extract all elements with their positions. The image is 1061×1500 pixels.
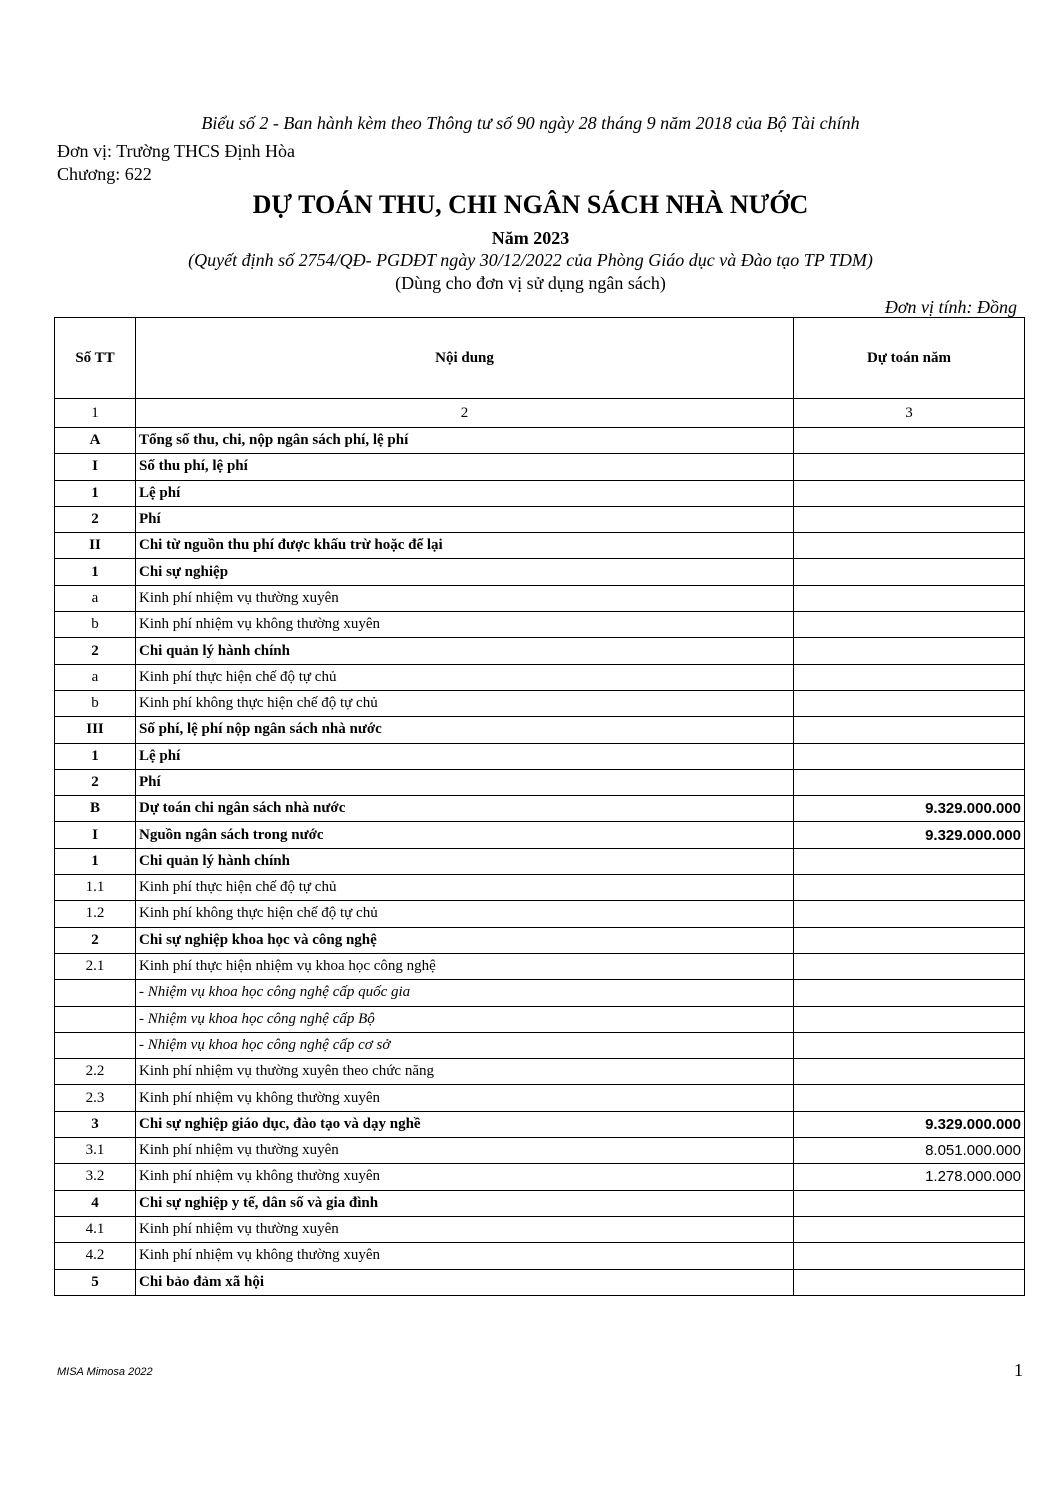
row-content: Kinh phí nhiệm vụ thường xuyên	[136, 1138, 794, 1164]
row-number: 2	[55, 927, 136, 953]
row-amount	[794, 927, 1025, 953]
table-row	[55, 1059, 1025, 1085]
column-header-content: Nội dung	[136, 318, 794, 399]
row-content: Số thu phí, lệ phí	[136, 454, 794, 480]
row-amount	[794, 454, 1025, 480]
column-index: 1	[55, 399, 136, 428]
table-row	[55, 1269, 1025, 1295]
software-footer: MISA Mimosa 2022	[57, 1366, 153, 1378]
row-number: 3	[55, 1111, 136, 1137]
row-amount: 9.329.000.000	[794, 1111, 1025, 1137]
row-number: II	[55, 533, 136, 559]
row-amount: 8.051.000.000	[794, 1138, 1025, 1164]
row-number: 1	[55, 848, 136, 874]
row-content: Kinh phí nhiệm vụ không thường xuyên	[136, 612, 794, 638]
table-row	[55, 980, 1025, 1006]
table-row	[55, 506, 1025, 532]
row-content: Chi sự nghiệp	[136, 559, 794, 585]
row-amount	[794, 901, 1025, 927]
table-row	[55, 1085, 1025, 1111]
row-amount	[794, 769, 1025, 795]
row-content: Kinh phí không thực hiện chế độ tự chủ	[136, 901, 794, 927]
row-amount	[794, 1032, 1025, 1058]
row-amount	[794, 980, 1025, 1006]
row-amount	[794, 480, 1025, 506]
table-row	[55, 428, 1025, 454]
row-number: 4.1	[55, 1216, 136, 1242]
row-number: B	[55, 796, 136, 822]
row-amount	[794, 664, 1025, 690]
row-amount	[794, 1216, 1025, 1242]
form-note: Biểu số 2 - Ban hành kèm theo Thông tư số 90 ngày 28 tháng 9 năm 2018 của Bộ Tài chính	[201, 113, 860, 133]
table-row	[55, 875, 1025, 901]
table-row	[55, 769, 1025, 795]
row-number: 1.2	[55, 901, 136, 927]
page-title: DỰ TOÁN THU, CHI NGÂN SÁCH NHÀ NƯỚC	[252, 190, 809, 219]
row-content: Kinh phí thực hiện chế độ tự chủ	[136, 664, 794, 690]
row-number: 2	[55, 506, 136, 532]
budget-year: Năm 2023	[491, 228, 570, 248]
table-row	[55, 480, 1025, 506]
table-row	[55, 1006, 1025, 1032]
table-row	[55, 848, 1025, 874]
column-index: 3	[794, 399, 1025, 428]
row-content: Kinh phí không thực hiện chế độ tự chủ	[136, 690, 794, 716]
row-number: III	[55, 717, 136, 743]
row-content: Kinh phí thực hiện chế độ tự chủ	[136, 875, 794, 901]
row-amount	[794, 428, 1025, 454]
table-row	[55, 1243, 1025, 1269]
row-amount	[794, 690, 1025, 716]
table-row	[55, 901, 1025, 927]
row-content: Chi quản lý hành chính	[136, 638, 794, 664]
row-amount	[794, 875, 1025, 901]
row-number: 1	[55, 559, 136, 585]
row-content: Kinh phí nhiệm vụ thường xuyên	[136, 585, 794, 611]
row-amount	[794, 1190, 1025, 1216]
row-content: Chi sự nghiệp giáo dục, đào tạo và dạy nghề	[136, 1111, 794, 1137]
table-row	[55, 1190, 1025, 1216]
row-amount: 9.329.000.000	[794, 822, 1025, 848]
usage-note: (Dùng cho đơn vị sử dụng ngân sách)	[395, 273, 666, 293]
row-amount	[794, 506, 1025, 532]
row-number: 1	[55, 743, 136, 769]
row-amount: 1.278.000.000	[794, 1164, 1025, 1190]
table-row	[55, 638, 1025, 664]
row-number	[55, 1006, 136, 1032]
column-index: 2	[136, 399, 794, 428]
table-row	[55, 612, 1025, 638]
table-row	[55, 454, 1025, 480]
row-number: 1	[55, 480, 136, 506]
currency-unit: Đơn vị tính: Đồng	[884, 297, 1017, 317]
table-row	[55, 953, 1025, 979]
row-content: Số phí, lệ phí nộp ngân sách nhà nước	[136, 717, 794, 743]
row-content: Chi từ nguồn thu phí được khấu trừ hoặc để lại	[136, 533, 794, 559]
row-content: Phí	[136, 769, 794, 795]
row-content: Kinh phí nhiệm vụ không thường xuyên	[136, 1243, 794, 1269]
row-number: 4.2	[55, 1243, 136, 1269]
row-number: a	[55, 585, 136, 611]
row-content: - Nhiệm vụ khoa học công nghệ cấp quốc gia	[136, 980, 794, 1006]
column-header-stt: Số TT	[55, 318, 136, 399]
table-row	[55, 664, 1025, 690]
table-row	[55, 690, 1025, 716]
row-number: 4	[55, 1190, 136, 1216]
row-number: 5	[55, 1269, 136, 1295]
row-number	[55, 1032, 136, 1058]
row-content: Kinh phí nhiệm vụ thường xuyên theo chức năng	[136, 1059, 794, 1085]
row-number: b	[55, 612, 136, 638]
row-content: Chi bảo đảm xã hội	[136, 1269, 794, 1295]
table-row	[55, 1032, 1025, 1058]
row-content: - Nhiệm vụ khoa học công nghệ cấp cơ sở	[136, 1032, 794, 1058]
row-number: b	[55, 690, 136, 716]
row-number: 3.2	[55, 1164, 136, 1190]
row-number: a	[55, 664, 136, 690]
row-number: 1.1	[55, 875, 136, 901]
row-amount	[794, 612, 1025, 638]
row-amount	[794, 1243, 1025, 1269]
row-content: - Nhiệm vụ khoa học công nghệ cấp Bộ	[136, 1006, 794, 1032]
row-amount	[794, 1059, 1025, 1085]
row-amount	[794, 717, 1025, 743]
row-amount	[794, 848, 1025, 874]
row-content: Kinh phí nhiệm vụ thường xuyên	[136, 1216, 794, 1242]
table-row	[55, 1216, 1025, 1242]
row-number: 2.3	[55, 1085, 136, 1111]
table-row	[55, 1138, 1025, 1164]
table-row	[55, 1111, 1025, 1137]
table-row	[55, 559, 1025, 585]
row-content: Lệ phí	[136, 480, 794, 506]
chapter-code: Chương: 622	[57, 164, 152, 184]
table-row	[55, 717, 1025, 743]
row-amount	[794, 585, 1025, 611]
row-number: 2.2	[55, 1059, 136, 1085]
table-row	[55, 585, 1025, 611]
row-content: Phí	[136, 506, 794, 532]
row-number	[55, 980, 136, 1006]
row-content: Chi sự nghiệp khoa học và công nghệ	[136, 927, 794, 953]
column-header-amount: Dự toán năm	[794, 318, 1025, 399]
unit-name: Đơn vị: Trường THCS Định Hòa	[57, 141, 295, 161]
row-amount	[794, 1085, 1025, 1111]
table-row	[55, 743, 1025, 769]
page-number: 1	[1014, 1360, 1023, 1380]
row-number: 2.1	[55, 953, 136, 979]
row-number: A	[55, 428, 136, 454]
column-index-row	[55, 399, 1025, 428]
row-content: Chi sự nghiệp y tế, dân số và gia đình	[136, 1190, 794, 1216]
row-amount	[794, 533, 1025, 559]
row-content: Kinh phí thực hiện nhiệm vụ khoa học công nghệ	[136, 953, 794, 979]
row-content: Chi quản lý hành chính	[136, 848, 794, 874]
row-amount	[794, 743, 1025, 769]
table-row	[55, 927, 1025, 953]
row-content: Kinh phí nhiệm vụ không thường xuyên	[136, 1164, 794, 1190]
row-content: Lệ phí	[136, 743, 794, 769]
decision-reference: (Quyết định số 2754/QĐ- PGDĐT ngày 30/12/2022 của Phòng Giáo dục và Đào tạo TP TDM)	[188, 250, 873, 270]
row-content: Dự toán chi ngân sách nhà nước	[136, 796, 794, 822]
row-content: Tổng số thu, chi, nộp ngân sách phí, lệ phí	[136, 428, 794, 454]
row-number: 2	[55, 638, 136, 664]
row-number: I	[55, 454, 136, 480]
row-amount: 9.329.000.000	[794, 796, 1025, 822]
row-amount	[794, 953, 1025, 979]
row-number: 2	[55, 769, 136, 795]
table-row	[55, 533, 1025, 559]
table-row	[55, 796, 1025, 822]
table-row	[55, 1164, 1025, 1190]
row-amount	[794, 559, 1025, 585]
row-amount	[794, 1269, 1025, 1295]
row-content: Kinh phí nhiệm vụ không thường xuyên	[136, 1085, 794, 1111]
row-number: 3.1	[55, 1138, 136, 1164]
row-content: Nguồn ngân sách trong nước	[136, 822, 794, 848]
table-header-row	[55, 318, 1025, 399]
row-amount	[794, 1006, 1025, 1032]
row-amount	[794, 638, 1025, 664]
row-number: I	[55, 822, 136, 848]
table-row	[55, 822, 1025, 848]
budget-table	[54, 317, 1025, 1296]
